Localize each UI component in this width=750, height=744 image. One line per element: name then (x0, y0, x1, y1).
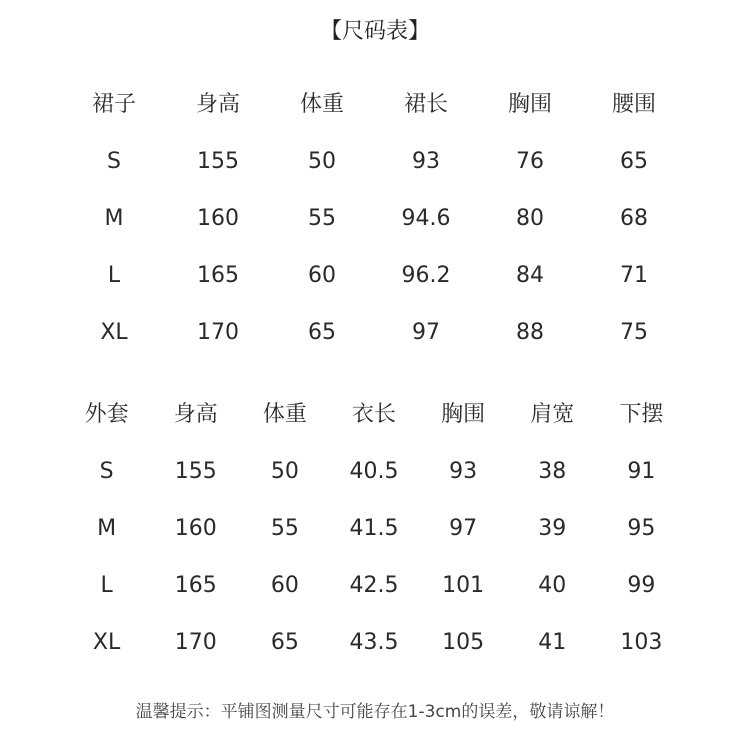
table-row (62, 557, 686, 614)
table-cell: 155 (197, 148, 239, 174)
table-cell: 43.5 (349, 629, 399, 655)
table-cell: 42.5 (349, 572, 399, 598)
table-row (62, 190, 686, 247)
table-row (62, 304, 686, 361)
table-cell: 65 (270, 629, 299, 655)
table-cell: 170 (197, 319, 239, 345)
table-cell: 94.6 (401, 205, 451, 231)
header-cell: 外套 (84, 401, 129, 427)
header-cell: 身高 (195, 91, 240, 117)
table-cell: XL (92, 629, 121, 655)
jacket-size-table (62, 386, 686, 671)
header-cell: 体重 (299, 91, 344, 117)
table-cell: 88 (516, 319, 544, 345)
table-cell: 99 (627, 572, 656, 598)
header-cell: 下摆 (619, 401, 664, 427)
table-cell: 80 (516, 205, 544, 231)
table-cell: 65 (308, 319, 336, 345)
header-cell: 胸围 (507, 91, 552, 117)
table-cell: M (97, 515, 117, 541)
table-cell: 38 (538, 458, 567, 484)
table-cell: 105 (442, 629, 485, 655)
header-cell: 衣长 (351, 401, 396, 427)
header-cell: 身高 (173, 401, 218, 427)
table-cell: 41 (538, 629, 567, 655)
table-cell: M (104, 205, 124, 231)
table-cell: 165 (174, 572, 217, 598)
table-cell: 60 (270, 572, 299, 598)
table-header-row (62, 386, 686, 443)
header-cell: 胸围 (441, 401, 486, 427)
table-cell: 40.5 (349, 458, 399, 484)
table-cell: 68 (620, 205, 648, 231)
header-cell: 体重 (262, 401, 307, 427)
measurement-note: 温馨提示：平铺图测量尺寸可能存在1-3cm的误差，敬请谅解！ (135, 702, 615, 722)
table-row (62, 500, 686, 557)
table-cell: XL (100, 319, 128, 345)
table-cell: 103 (620, 629, 663, 655)
table-cell: 84 (516, 262, 544, 288)
table-cell: 97 (449, 515, 478, 541)
page-title: 【尺码表】 (319, 19, 430, 44)
table-row (62, 614, 686, 671)
table-cell: 165 (197, 262, 239, 288)
table-cell: S (107, 148, 121, 174)
table-cell: 95 (627, 515, 656, 541)
table-cell: 65 (620, 148, 648, 174)
header-cell: 腰围 (611, 91, 656, 117)
table-header-row (62, 76, 686, 133)
table-cell: 75 (620, 319, 648, 345)
header-cell: 肩宽 (530, 401, 575, 427)
table-cell: 50 (270, 458, 299, 484)
table-cell: 93 (412, 148, 440, 174)
header-cell: 裙长 (403, 91, 448, 117)
table-cell: S (99, 458, 114, 484)
table-cell: 93 (449, 458, 478, 484)
table-cell: 55 (270, 515, 299, 541)
table-cell: 170 (174, 629, 217, 655)
table-cell: 39 (538, 515, 567, 541)
table-cell: 50 (308, 148, 336, 174)
table-cell: 40 (538, 572, 567, 598)
table-cell: 76 (516, 148, 544, 174)
table-cell: 71 (620, 262, 648, 288)
table-cell: 55 (308, 205, 336, 231)
table-cell: 160 (174, 515, 217, 541)
table-cell: 60 (308, 262, 336, 288)
table-cell: 97 (412, 319, 440, 345)
table-cell: 160 (197, 205, 239, 231)
skirt-size-table (62, 76, 686, 361)
table-row (62, 133, 686, 190)
header-cell: 裙子 (91, 91, 136, 117)
table-cell: 155 (174, 458, 217, 484)
table-cell: 41.5 (349, 515, 399, 541)
table-row (62, 443, 686, 500)
table-cell: L (107, 262, 121, 288)
table-cell: L (100, 572, 113, 598)
table-cell: 91 (627, 458, 656, 484)
table-cell: 101 (442, 572, 485, 598)
table-cell: 96.2 (401, 262, 451, 288)
table-row (62, 247, 686, 304)
